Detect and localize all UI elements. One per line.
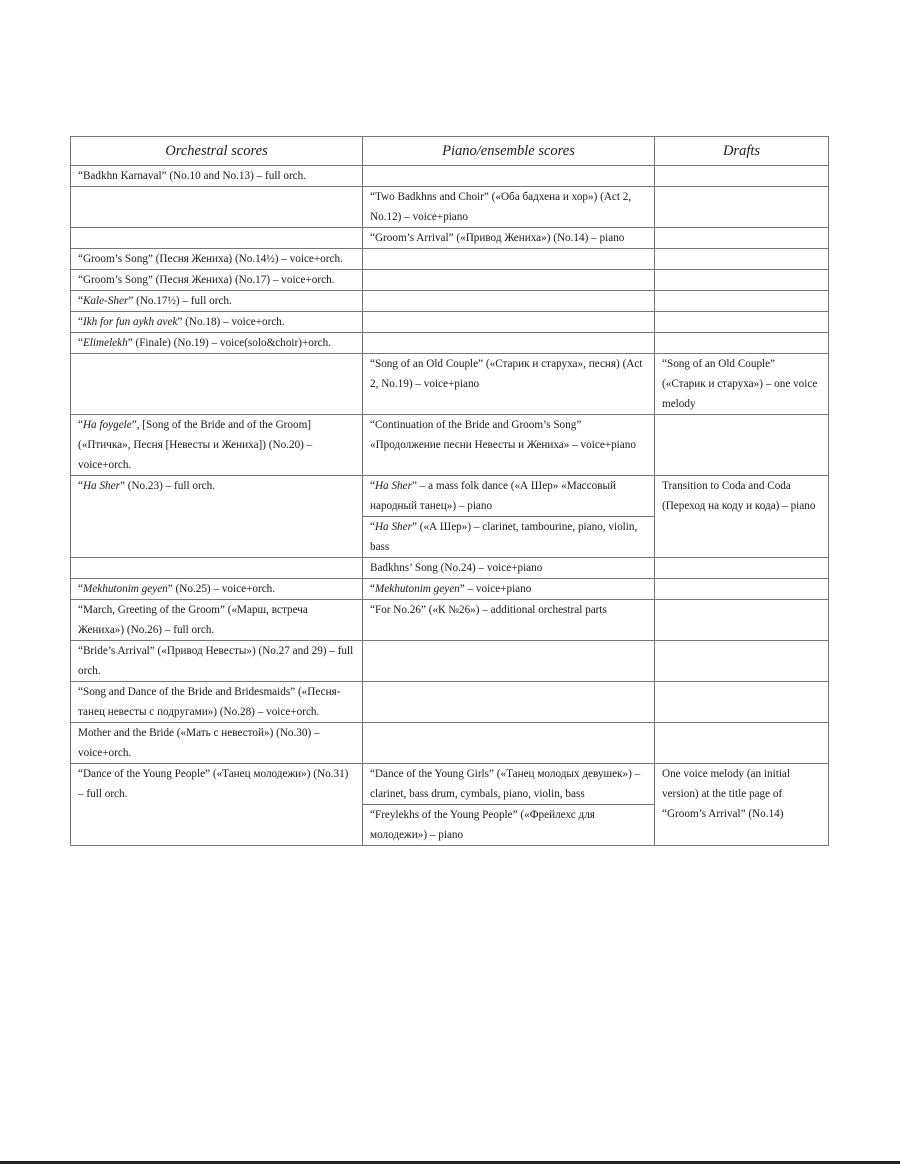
cell-drafts: One voice melody (an initial version) at the title page of “Groom’s Arrival” (No.14): [655, 764, 829, 846]
table-row: [71, 476, 829, 517]
cell-orchestral: “Song and Dance of the Bride and Bridesmaids” («Песня-танец невесты с подругами») (No.28) – voice+orch.: [71, 682, 363, 723]
work-detail: ” («А Шер») – clarinet, tambourine, piano, violin, bass: [370, 521, 638, 553]
table-row: [71, 166, 829, 187]
table-row: [71, 600, 829, 641]
cell-orchestral: “Ha foygele”, [Song of the Bride and of the Groom] («Птичка», Песня [Невесты и Жениха]) (No.20) – voice+orch.: [71, 415, 363, 476]
scores-table: [70, 136, 829, 846]
header-drafts: Drafts: [655, 137, 829, 166]
header-piano-ensemble-scores: Piano/ensemble scores: [363, 137, 655, 166]
cell-drafts: Transition to Coda and Coda (Переход на коду и кода) – piano: [655, 476, 829, 558]
cell-orchestral: “Bride’s Arrival” («Привод Невесты») (No.27 and 29) – full orch.: [71, 641, 363, 682]
cell-orchestral: [71, 354, 363, 415]
work-detail: ” (No.23) – full orch.: [119, 480, 216, 492]
cell-orchestral: “Elimelekh” (Finale) (No.19) – voice(solo&choir)+orch.: [71, 333, 363, 354]
cell-drafts: [655, 558, 829, 579]
cell-piano: [363, 291, 655, 312]
cell-piano: “Dance of the Young Girls” («Танец молодых девушек») – clarinet, bass drum, cymbals, piano, violin, bass: [363, 764, 655, 805]
table-row: [71, 558, 829, 579]
table-row: [71, 764, 829, 805]
cell-piano: “For No.26” («К №26») – additional orchestral parts: [363, 600, 655, 641]
cell-drafts: [655, 312, 829, 333]
cell-drafts: [655, 166, 829, 187]
cell-drafts: [655, 228, 829, 249]
cell-piano: “Groom’s Arrival” («Привод Жениха») (No.14) – piano: [363, 228, 655, 249]
cell-orchestral: [71, 558, 363, 579]
cell-piano: “Ha Sher” – a mass folk dance («А Шер» «Массовый народный танец») – piano: [363, 476, 655, 517]
cell-orchestral: “Groom’s Song” (Песня Жениха) (No.14½) – voice+orch.: [71, 249, 363, 270]
work-title: Ikh for fun aykh avek: [82, 316, 178, 328]
work-title: Kale-Sher: [82, 295, 129, 307]
cell-piano: [363, 166, 655, 187]
cell-orchestral: “Groom’s Song” (Песня Жениха) (No.17) – voice+orch.: [71, 270, 363, 291]
cell-orchestral: “Ha Sher” (No.23) – full orch.: [71, 476, 363, 558]
work-title: Ha foygele: [82, 419, 132, 431]
cell-orchestral: “Badkhn Karnaval” (No.10 and No.13) – full orch.: [71, 166, 363, 187]
cell-piano: “Continuation of the Bride and Groom’s Song” «Продолжение песни Невесты и Жениха» – voice+piano: [363, 415, 655, 476]
cell-orchestral: “Mekhutonim geyen” (No.25) – voice+orch.: [71, 579, 363, 600]
cell-piano: Badkhns’ Song (No.24) – voice+piano: [363, 558, 655, 579]
work-detail: ” (Finale) (No.19) – voice(solo&choir)+orch.: [127, 337, 331, 349]
work-title: Mekhutonim geyen: [82, 583, 168, 595]
table-row: [71, 723, 829, 764]
cell-piano: [363, 682, 655, 723]
cell-drafts: “Song of an Old Couple” («Старик и старуха») – one voice melody: [655, 354, 829, 415]
cell-drafts: [655, 333, 829, 354]
work-title: Ha Sher: [374, 521, 412, 533]
cell-drafts: [655, 579, 829, 600]
work-title: Mekhutonim geyen: [374, 583, 460, 595]
cell-piano: [363, 333, 655, 354]
cell-orchestral: “March, Greeting of the Groom” («Марш, встреча Жениха») (No.26) – full orch.: [71, 600, 363, 641]
table-row: [71, 415, 829, 476]
table-row: [71, 682, 829, 723]
cell-orchestral: Mother and the Bride («Мать с невестой») (No.30) – voice+orch.: [71, 723, 363, 764]
cell-drafts: [655, 291, 829, 312]
work-title: Ha Sher: [82, 480, 120, 492]
table-row: [71, 270, 829, 291]
cell-piano: [363, 249, 655, 270]
cell-piano: [363, 723, 655, 764]
cell-drafts: [655, 641, 829, 682]
work-detail: ” – voice+piano: [459, 583, 532, 595]
cell-piano: “Mekhutonim geyen” – voice+piano: [363, 579, 655, 600]
work-detail: ” (No.18) – voice+orch.: [177, 316, 285, 328]
cell-orchestral: [71, 228, 363, 249]
header-row: [71, 137, 829, 166]
table-row: [71, 354, 829, 415]
table-row: [71, 187, 829, 228]
cell-piano: “Two Badkhns and Choir” («Оба бадхена и хор») (Act 2, No.12) – voice+piano: [363, 187, 655, 228]
cell-drafts: [655, 187, 829, 228]
work-detail: ”, [Song of the Bride and of the Groom] («Птичка», Песня [Невесты и Жениха]) (No.20) – voice+orch.: [78, 419, 313, 471]
cell-piano: [363, 312, 655, 333]
table-row: [71, 291, 829, 312]
table-row: [71, 333, 829, 354]
table-row: [71, 249, 829, 270]
cell-piano: “Song of an Old Couple” («Старик и старуха», песня) (Act 2, No.19) – voice+piano: [363, 354, 655, 415]
cell-drafts: [655, 270, 829, 291]
cell-orchestral: “Dance of the Young People” («Танец молодежи») (No.31) – full orch.: [71, 764, 363, 846]
cell-piano: [363, 641, 655, 682]
work-detail: ” (No.17½) – full orch.: [128, 295, 232, 307]
table-row: [71, 312, 829, 333]
table-row: [71, 641, 829, 682]
cell-piano: [363, 270, 655, 291]
cell-drafts: [655, 249, 829, 270]
work-title: Elimelekh: [82, 337, 128, 349]
cell-drafts: [655, 415, 829, 476]
work-detail: ” (No.25) – voice+orch.: [167, 583, 276, 595]
work-title: Ha Sher: [374, 480, 412, 492]
cell-piano: “Ha Sher” («А Шер») – clarinet, tambourine, piano, violin, bass: [363, 517, 655, 558]
cell-drafts: [655, 682, 829, 723]
header-orchestral-scores: Orchestral scores: [71, 137, 363, 166]
table-row: [71, 579, 829, 600]
cell-orchestral: “Kale-Sher” (No.17½) – full orch.: [71, 291, 363, 312]
cell-orchestral: “Ikh for fun aykh avek” (No.18) – voice+orch.: [71, 312, 363, 333]
cell-orchestral: [71, 187, 363, 228]
table-row: [71, 228, 829, 249]
cell-piano: “Freylekhs of the Young People” («Фрейлехс для молодежи») – piano: [363, 805, 655, 846]
cell-drafts: [655, 600, 829, 641]
work-detail: ” – a mass folk dance («А Шер» «Массовый народный танец») – piano: [370, 480, 616, 512]
cell-drafts: [655, 723, 829, 764]
